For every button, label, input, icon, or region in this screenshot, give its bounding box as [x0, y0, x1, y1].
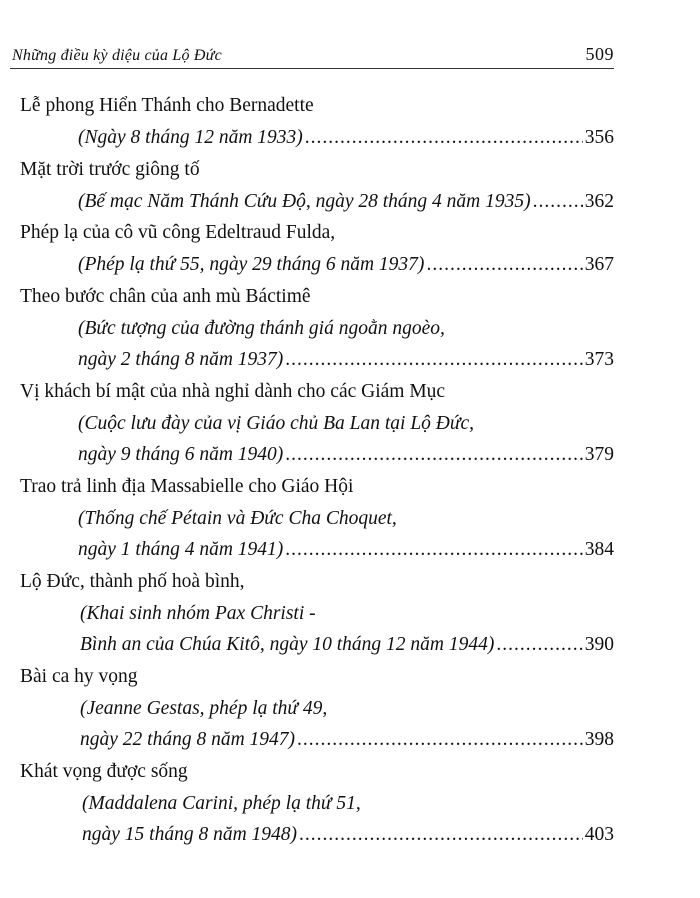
- toc-entry: [20, 154, 614, 218]
- toc-entry-leader-line: [20, 186, 614, 218]
- toc-entry-page: 390: [584, 634, 614, 655]
- dot-leader: [297, 724, 583, 756]
- toc-entry-subtitle: (Jeanne Gestas, phép lạ thứ 49,: [80, 697, 328, 719]
- dot-leader: [305, 122, 583, 154]
- toc-entry-title: Trao trả linh địa Massabielle cho Giáo Hội: [20, 475, 354, 497]
- toc-entry: [20, 756, 614, 851]
- toc-entry-subtitle: ngày 22 tháng 8 năm 1947): [80, 729, 296, 750]
- toc-entry-title: Khát vọng được sống: [20, 760, 188, 782]
- toc-entry: [20, 376, 614, 471]
- toc-entry-page: 362: [584, 190, 614, 212]
- toc-entry-leader-line: [20, 819, 614, 851]
- toc-entry-title: Lộ Đức, thành phố hoà bình,: [20, 570, 245, 592]
- toc-entry-subtitle: (Bức tượng của đường thánh giá ngoằn ngoèo,: [78, 317, 445, 339]
- dot-leader: [496, 629, 582, 661]
- toc-entry-subtitle: (Thống chế Pétain và Đức Cha Choquet,: [78, 507, 397, 529]
- toc-entry: [20, 661, 614, 756]
- table-of-contents: [20, 90, 614, 851]
- toc-entry-title: Mặt trời trước giông tố: [20, 158, 200, 180]
- toc-entry-page: 384: [584, 539, 614, 560]
- toc-entry-leader-line: [20, 439, 614, 471]
- toc-entry-subtitle: (Ngày 8 tháng 12 năm 1933): [78, 127, 303, 148]
- toc-entry-subtitle: (Maddalena Carini, phép lạ thứ 51,: [82, 792, 361, 814]
- toc-entry-subtitle: (Phép lạ thứ 55, ngày 29 tháng 6 năm 1937): [78, 254, 425, 275]
- toc-entry-subtitle: ngày 1 tháng 4 năm 1941): [78, 539, 284, 560]
- dot-leader: [285, 439, 582, 471]
- running-title: Những điều kỳ diệu của Lộ Đức: [12, 47, 222, 64]
- toc-entry-leader-line: [20, 344, 614, 376]
- toc-entry-page: 373: [584, 349, 614, 370]
- toc-entry-subtitle: Bình an của Chúa Kitô, ngày 10 tháng 12 năm 1944): [80, 634, 495, 655]
- toc-entry-title: Vị khách bí mật của nhà nghỉ dành cho các Giám Mục: [20, 380, 446, 402]
- toc-entry-leader-line: [20, 724, 614, 756]
- dot-leader: [285, 534, 582, 566]
- dot-leader: [426, 249, 582, 281]
- page-header: [10, 36, 614, 69]
- toc-entry-leader-line: [20, 534, 614, 566]
- toc-entry-title: Bài ca hy vọng: [20, 665, 138, 687]
- toc-entry: [20, 471, 614, 566]
- toc-entry-subtitle: ngày 2 tháng 8 năm 1937): [78, 349, 284, 370]
- toc-entry-page: 367: [584, 254, 614, 275]
- toc-entry-title: Lễ phong Hiển Thánh cho Bernadette: [20, 95, 314, 116]
- page-number: 509: [585, 44, 614, 64]
- dot-leader: [285, 344, 582, 376]
- toc-entry-page: 356: [584, 127, 614, 148]
- toc-entry-subtitle: ngày 15 tháng 8 năm 1948): [82, 824, 298, 845]
- toc-entry: [20, 217, 614, 281]
- toc-entry-title: Theo bước chân của anh mù Báctimê: [20, 285, 311, 307]
- toc-entry: [20, 566, 614, 661]
- toc-entry-subtitle: (Bế mạc Năm Thánh Cứu Độ, ngày 28 tháng 4 năm 1935): [78, 190, 531, 212]
- toc-entry-leader-line: [20, 629, 614, 661]
- toc-entry-leader-line: [20, 249, 614, 281]
- toc-entry-leader-line: [20, 122, 614, 154]
- toc-entry-subtitle: (Khai sinh nhóm Pax Christi -: [80, 602, 316, 624]
- toc-entry-page: 379: [584, 444, 614, 465]
- toc-entry: [20, 90, 614, 154]
- toc-entry: [20, 281, 614, 376]
- toc-entry-subtitle: (Cuộc lưu đày của vị Giáo chủ Ba Lan tại Lộ Đức,: [78, 412, 475, 434]
- toc-entry-page: 403: [584, 824, 614, 845]
- toc-entry-page: 398: [584, 729, 614, 750]
- toc-entry-title: Phép lạ của cô vũ công Edeltraud Fulda,: [20, 222, 336, 243]
- toc-entry-subtitle: ngày 9 tháng 6 năm 1940): [78, 444, 284, 465]
- dot-leader: [299, 819, 583, 851]
- dot-leader: [533, 186, 583, 218]
